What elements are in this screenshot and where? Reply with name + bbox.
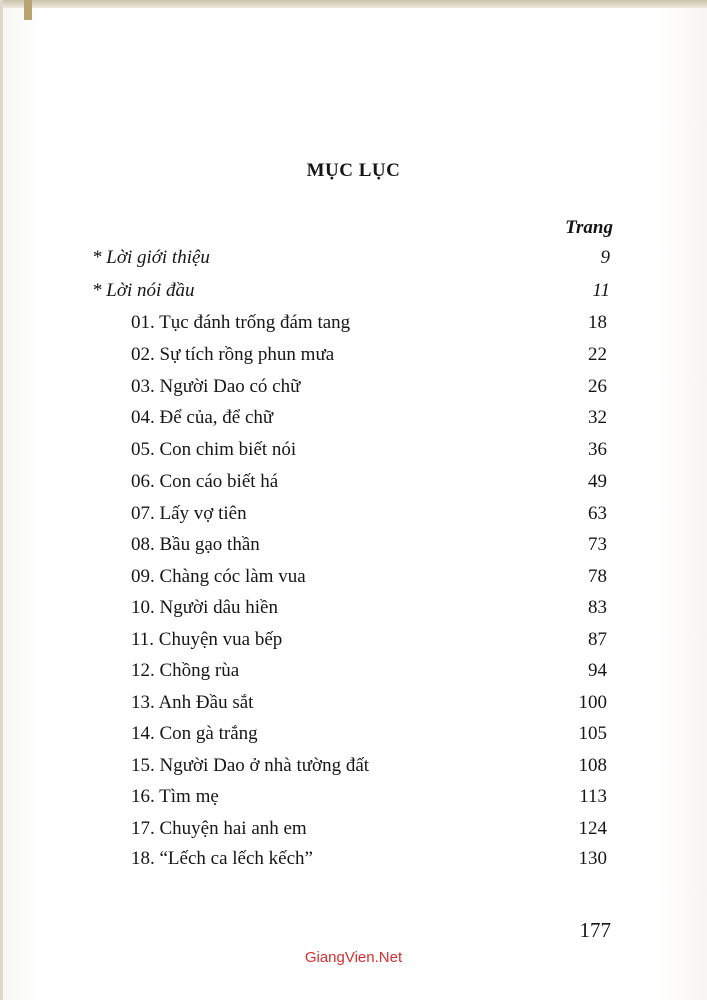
- toc-entry-label: * Lời giới thiệu: [92, 247, 210, 268]
- toc-entry-page: 105: [578, 723, 607, 744]
- toc-entry-page: 26: [588, 376, 607, 397]
- toc-entry[interactable]: [131, 658, 607, 684]
- toc-entry-label: 14. Con gà trắng: [131, 723, 258, 744]
- toc-entry-label: 09. Chàng cóc làm vua: [131, 566, 306, 587]
- toc-entry-label: 15. Người Dao ở nhà tường đất: [131, 755, 370, 776]
- toc-entry-preface[interactable]: [92, 278, 610, 304]
- toc-entry[interactable]: [131, 342, 607, 368]
- toc-entry-label: 08. Bầu gạo thần: [131, 534, 260, 555]
- toc-entry[interactable]: [131, 437, 607, 463]
- binding-mark: [24, 0, 32, 20]
- toc-entry-page: 32: [588, 407, 607, 428]
- toc-entry-page: 78: [588, 566, 607, 587]
- toc-entry[interactable]: [131, 816, 607, 842]
- toc-entry-label: 03. Người Dao có chữ: [131, 376, 301, 397]
- toc-entry-label: 18. “Lếch ca lếch kếch”: [131, 848, 313, 869]
- toc-entry-page: 108: [578, 755, 607, 776]
- toc-entry[interactable]: [131, 753, 607, 779]
- toc-entry-label: * Lời nói đầu: [92, 280, 195, 301]
- watermark: GiangVien.Net: [304, 949, 403, 966]
- toc-entry[interactable]: [131, 310, 607, 336]
- toc-title: MỤC LỤC: [306, 160, 401, 181]
- toc-entry-page: 36: [588, 439, 607, 460]
- toc-entry-page: 100: [578, 692, 607, 713]
- toc-entry-page: 83: [588, 597, 607, 618]
- toc-entry[interactable]: [131, 564, 607, 590]
- toc-entry-page: 73: [588, 534, 607, 555]
- toc-entry-label: 06. Con cáo biết há: [131, 471, 279, 492]
- toc-entry[interactable]: [131, 784, 607, 810]
- toc-entry-page: 22: [588, 344, 607, 365]
- toc-entry-label: 16. Tìm mẹ: [131, 786, 219, 807]
- toc-entry-page: 63: [588, 503, 607, 524]
- page-left-edge: [0, 0, 3, 1000]
- toc-entry[interactable]: [131, 501, 607, 527]
- toc-entry[interactable]: [131, 595, 607, 621]
- toc-entry-label: 04. Để của, để chữ: [131, 407, 274, 428]
- toc-entry-label: 02. Sự tích rồng phun mưa: [131, 344, 335, 365]
- toc-entry-page: 9: [600, 247, 610, 268]
- toc-entry[interactable]: [131, 846, 607, 872]
- toc-entry-label: 05. Con chim biết nói: [131, 439, 297, 460]
- page-number: 177: [579, 918, 611, 942]
- toc-entry[interactable]: [131, 627, 607, 653]
- toc-entry-label: 10. Người dâu hiền: [131, 597, 278, 618]
- toc-entry[interactable]: [131, 532, 607, 558]
- toc-entry-page: 94: [588, 660, 607, 681]
- toc-entry-page: 113: [579, 786, 607, 807]
- toc-entry-label: 13. Anh Đầu sắt: [131, 692, 254, 713]
- toc-entry[interactable]: [131, 405, 607, 431]
- page-top-edge: [0, 0, 707, 8]
- toc-entry[interactable]: [131, 690, 607, 716]
- toc-entry-page: 49: [588, 471, 607, 492]
- toc-entry-label: 11. Chuyện vua bếp: [131, 629, 283, 650]
- toc-entry[interactable]: [131, 721, 607, 747]
- toc-entry[interactable]: [131, 469, 607, 495]
- toc-entry-page: 11: [592, 280, 610, 301]
- toc-entry-label: 12. Chồng rùa: [131, 660, 240, 681]
- toc-entry-label: 07. Lấy vợ tiên: [131, 503, 247, 524]
- toc-entry-page: 87: [588, 629, 607, 650]
- toc-entry-page: 124: [578, 818, 607, 839]
- toc-entry-label: 17. Chuyện hai anh em: [131, 818, 307, 839]
- toc-entry-label: 01. Tục đánh trống đám tang: [131, 312, 351, 333]
- toc-entry-page: 18: [588, 312, 607, 333]
- toc-entry-intro[interactable]: [92, 245, 610, 271]
- page-column-label: Trang: [565, 217, 613, 238]
- toc-entry[interactable]: [131, 374, 607, 400]
- toc-entry-page: 130: [578, 848, 607, 869]
